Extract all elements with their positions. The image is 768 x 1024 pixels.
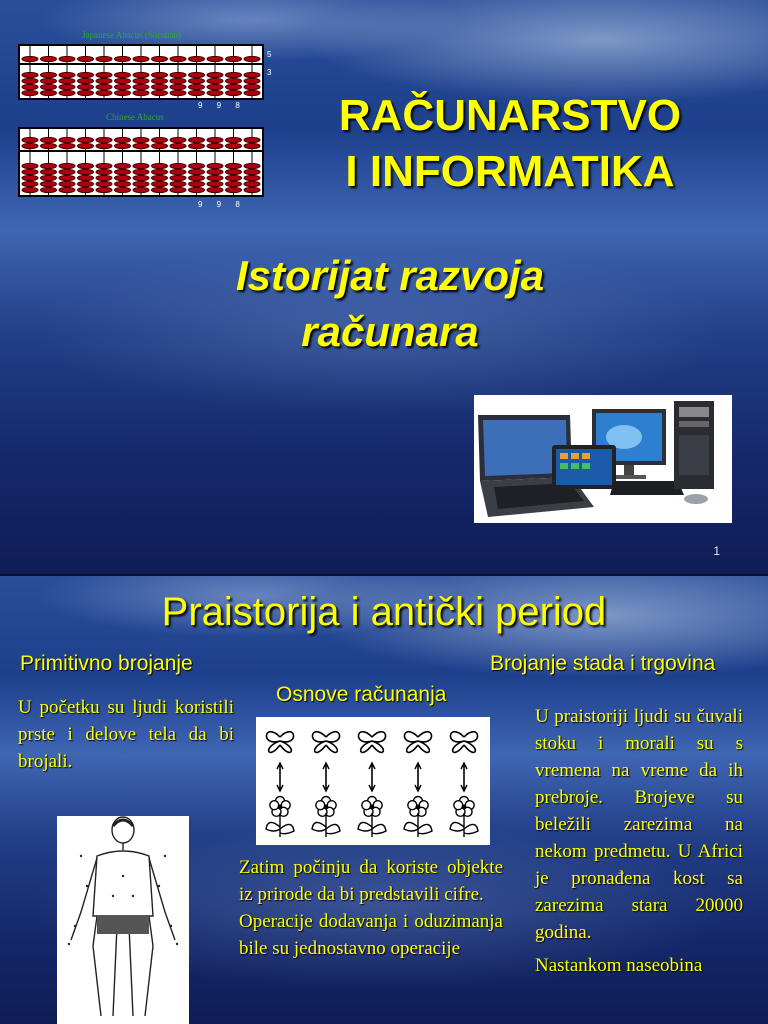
col3-heading: Brojanje stada i trgovina [490,652,716,675]
abacus-top-side-digit-1: 5 [267,50,272,59]
objects-matching-image [256,717,490,845]
col3-paragraph-2: Nastankom naseobina [535,955,703,976]
slide-title-line-1: RAČUNARSTVO [338,91,682,140]
slide-title [300,88,720,200]
human-body-counting-image [57,816,189,1024]
col1-paragraph: U početku su ljudi koristili prste i delove tela da bi brojali. [18,697,234,772]
slide-title-line-2: I INFORMATIKA [345,147,675,196]
col1-heading: Primitivno brojanje [20,652,193,675]
abacus-top-side-digit-2: 3 [267,68,272,77]
abacus-bottom-digits: 9 9 8 [198,200,240,209]
col3-text [535,703,743,979]
abacus-top-digits: 9 9 8 [198,101,240,110]
col1-text [18,694,234,775]
col2-paragraph-1: Zatim počinju da koriste objekte iz prirode da bi predstavili cifre. [239,857,503,905]
slide-2-title: Praistorija i antički period [161,590,607,634]
slide-subtitle [150,248,630,360]
col2-paragraph-2: Operacije dodavanja i oduzimanja bile su jednostavno operacije [239,911,503,959]
page-number: 1 [713,544,720,558]
abacus-top-label: Japanese Abacus (Soroban) [82,30,181,40]
slide-2 [0,576,768,1024]
col2-heading: Osnove računanja [276,683,447,706]
chinese-abacus [18,127,268,199]
col3-paragraph-1: U praistoriji ljudi su čuvali stoku i morali su s vremena na vreme da ih prebroje. Brojeve su beležili zarezima na nekom predmetu. U Africi je pronađena kost sa zarezima stara 20000 godina. [535,706,743,943]
slide-subtitle-line-2: računara [301,308,479,355]
computers-image [474,395,732,523]
japanese-abacus [18,44,268,102]
col2-text [239,854,503,962]
slide-subtitle-line-1: Istorijat razvoja [235,252,545,299]
abacus-bottom-label: Chinese Abacus [106,112,164,122]
